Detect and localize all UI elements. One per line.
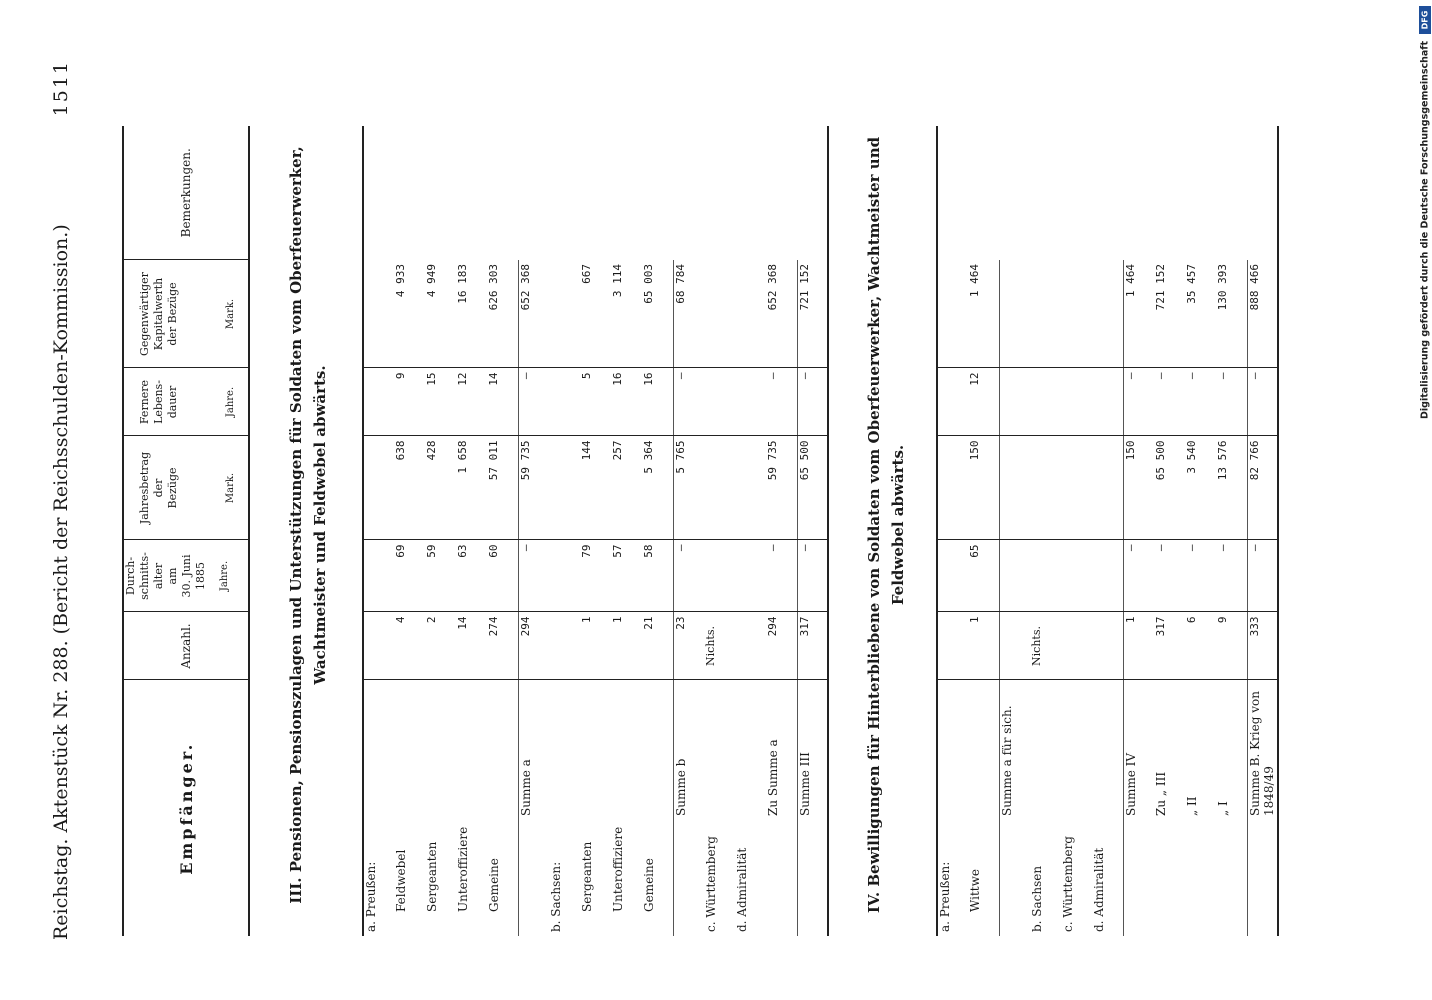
cell-kapital: 16 183	[456, 264, 469, 304]
cell-alter: —	[766, 540, 797, 612]
table-row	[363, 126, 394, 936]
table-row	[1216, 126, 1247, 936]
cell-anzahl: 1	[611, 612, 642, 680]
cell-anzahl: 274	[487, 612, 518, 680]
cell-alter: 63	[456, 540, 487, 612]
header-line: Durch-	[124, 556, 137, 596]
cell-bemerkungen	[735, 126, 766, 260]
header-unit: Jahre.	[225, 386, 236, 418]
row-label: a. Preußen:	[363, 680, 394, 936]
cell-bemerkungen	[766, 126, 797, 260]
row-label: Summe a für sich.	[999, 680, 1030, 936]
cell-alter: 69	[394, 540, 425, 612]
cell-alter: —	[1154, 540, 1185, 612]
section-4-title: IV. Bewilligungen für Hinterbliebene von Soldaten vom Oberfeuerwerker, Wachtmeister und Feldwebel abwärts.	[865, 136, 907, 914]
cell-anzahl: Nichts.	[704, 612, 735, 680]
table-row	[456, 126, 487, 936]
header-line: der Bezüge	[166, 282, 179, 346]
cell-fernere: 16	[642, 368, 673, 436]
cell-anzahl: 333	[1247, 612, 1278, 680]
cell-alter	[549, 540, 580, 612]
header-jahresbetrag	[123, 436, 249, 540]
cell-fernere: 12	[456, 368, 487, 436]
cell-fernere: —	[1123, 368, 1154, 436]
row-label: Summe a	[518, 680, 549, 936]
row-label: Unteroffiziere	[611, 680, 642, 936]
header-line: Gegenwärtiger	[138, 272, 151, 356]
cell-jahres: 638	[394, 436, 425, 540]
table-row	[735, 126, 766, 936]
cell-bemerkungen	[968, 126, 999, 260]
cell-fernere: —	[673, 368, 704, 436]
cell-anzahl	[1092, 612, 1123, 680]
cell-alter: —	[1123, 540, 1154, 612]
section-3-title: III. Pensionen, Pensionszulagen und Unterstützungen für Soldaten vom Oberfeuerwerker, Wachtmeister und Feldwebel abwärts.	[287, 146, 329, 904]
cell-fernere: 14	[487, 368, 518, 436]
cell-fernere: 16	[611, 368, 642, 436]
cell-bemerkungen	[1154, 126, 1185, 260]
table-row	[642, 126, 673, 936]
cell-bemerkungen	[1061, 126, 1092, 260]
cell-anzahl	[735, 612, 766, 680]
cell-jahres: 144	[580, 436, 611, 540]
header-fernere	[123, 368, 249, 436]
cell-alter	[1030, 540, 1061, 612]
cell-alter: —	[1247, 540, 1278, 612]
cell-alter: —	[1185, 540, 1216, 612]
cell-bemerkungen	[1247, 126, 1278, 260]
cell-alter: —	[797, 540, 828, 612]
cell-jahres	[704, 436, 735, 540]
header-kapitalwerth	[123, 260, 249, 368]
section-4-table	[936, 126, 1279, 936]
cell-alter: —	[673, 540, 704, 612]
cell-kapital	[1061, 260, 1092, 368]
cell-anzahl: 6	[1185, 612, 1216, 680]
cell-bemerkungen	[363, 126, 394, 260]
cell-kapital: 721 152	[1154, 264, 1167, 311]
cell-fernere	[1061, 368, 1092, 436]
cell-fernere	[1092, 368, 1123, 436]
cell-jahres: 82 766	[1247, 436, 1278, 540]
table-row	[1185, 126, 1216, 936]
cell-jahres: 150	[968, 436, 999, 540]
header-line: alter	[152, 562, 165, 590]
cell-kapital: 68 784	[673, 260, 704, 368]
row-label: Unteroffiziere	[456, 680, 487, 936]
header-anzahl: Anzahl.	[123, 612, 249, 680]
row-label: „ II	[1185, 680, 1216, 936]
cell-kapital: 626 303	[487, 264, 500, 311]
header-line: Jahresbetrag	[138, 451, 151, 525]
row-label: Gemeine	[642, 680, 673, 936]
cell-anzahl: Nichts.	[1030, 612, 1061, 680]
row-label: Summe III	[797, 680, 828, 936]
row-label: Summe B. Krieg von 1848/49	[1247, 680, 1278, 936]
header-unit: Jahre.	[219, 560, 230, 592]
cell-alter	[704, 540, 735, 612]
cell-alter: 60	[487, 540, 518, 612]
cell-kapital	[704, 260, 735, 368]
cell-alter: —	[1216, 540, 1247, 612]
cell-anzahl: 23	[673, 612, 704, 680]
cell-bemerkungen	[673, 126, 704, 260]
cell-fernere	[363, 368, 394, 436]
row-label: Feldwebel	[394, 680, 425, 936]
cell-fernere: —	[797, 368, 828, 436]
table-row	[1061, 126, 1092, 936]
cell-jahres	[1092, 436, 1123, 540]
table-row	[394, 126, 425, 936]
cell-jahres: 59 735	[518, 436, 549, 540]
row-label: a. Preußen:	[937, 680, 968, 936]
table-row	[766, 126, 797, 936]
table-row	[425, 126, 456, 936]
table-row	[673, 126, 704, 936]
row-label: c. Württemberg	[1061, 680, 1092, 936]
cell-bemerkungen	[611, 126, 642, 260]
header-line: schnitts-	[138, 552, 151, 600]
cell-anzahl: 4	[394, 612, 425, 680]
cell-alter: 65	[968, 540, 999, 612]
cell-kapital	[549, 260, 580, 368]
cell-kapital: 667	[580, 264, 593, 284]
table-row	[580, 126, 611, 936]
cell-kapital	[1030, 260, 1061, 368]
cell-kapital: 4 933	[394, 264, 407, 298]
cell-alter: 59	[425, 540, 456, 612]
cell-fernere: —	[1216, 368, 1247, 436]
row-label: b. Sachsen:	[549, 680, 580, 936]
cell-jahres	[937, 436, 968, 540]
dfg-logo	[1419, 6, 1431, 34]
cell-anzahl: 294	[766, 612, 797, 680]
cell-fernere: 9	[394, 368, 425, 436]
cell-bemerkungen	[1185, 126, 1216, 260]
table-row	[611, 126, 642, 936]
cell-jahres	[1061, 436, 1092, 540]
header-line: Kapitalwerth	[152, 277, 165, 351]
cell-jahres: 59 735	[766, 436, 797, 540]
cell-jahres	[735, 436, 766, 540]
cell-kapital: 888 466	[1247, 260, 1278, 368]
header-line: Fernere	[138, 379, 151, 425]
cell-alter: 58	[642, 540, 673, 612]
cell-jahres: 257	[611, 436, 642, 540]
cell-fernere	[704, 368, 735, 436]
header-line: 30. Juni	[180, 554, 193, 598]
cell-kapital: 130 393	[1216, 264, 1229, 311]
cell-kapital: 4 949	[425, 264, 438, 298]
cell-jahres: 57 011	[487, 436, 518, 540]
row-label: Summe IV	[1123, 680, 1154, 936]
cell-jahres	[363, 436, 394, 540]
cell-anzahl: 1	[580, 612, 611, 680]
cell-anzahl	[999, 612, 1030, 680]
cell-jahres	[999, 436, 1030, 540]
cell-bemerkungen	[642, 126, 673, 260]
header-line: am	[166, 567, 179, 585]
cell-fernere	[549, 368, 580, 436]
cell-anzahl: 21	[642, 612, 673, 680]
cell-anzahl: 317	[797, 612, 828, 680]
table-row	[999, 126, 1030, 936]
cell-bemerkungen	[518, 126, 549, 260]
cell-fernere: 5	[580, 368, 611, 436]
row-label: Sergeanten	[580, 680, 611, 936]
cell-anzahl	[363, 612, 394, 680]
cell-alter: 79	[580, 540, 611, 612]
cell-kapital	[937, 260, 968, 368]
table-row	[968, 126, 999, 936]
row-label: Wittwe	[968, 680, 999, 936]
cell-anzahl	[549, 612, 580, 680]
table-row	[487, 126, 518, 936]
row-label: Sergeanten	[425, 680, 456, 936]
table-row	[704, 126, 735, 936]
cell-jahres: 5 364	[642, 436, 673, 540]
cell-kapital: 1 464	[1123, 260, 1154, 368]
cell-fernere: —	[1154, 368, 1185, 436]
cell-jahres: 150	[1123, 436, 1154, 540]
cell-kapital	[363, 260, 394, 368]
dfg-logo-text: DFG	[1420, 10, 1430, 30]
cell-anzahl: 9	[1216, 612, 1247, 680]
cell-jahres: 65 500	[1154, 436, 1185, 540]
cell-alter	[363, 540, 394, 612]
cell-anzahl	[1061, 612, 1092, 680]
table-row	[1030, 126, 1061, 936]
table-row	[518, 126, 549, 936]
cell-kapital: 721 152	[797, 260, 828, 368]
cell-jahres	[1030, 436, 1061, 540]
row-label: Zu „ III	[1154, 680, 1185, 936]
table-row	[1123, 126, 1154, 936]
cell-bemerkungen	[1030, 126, 1061, 260]
table-row	[937, 126, 968, 936]
cell-jahres: 428	[425, 436, 456, 540]
cell-anzahl: 1	[968, 612, 999, 680]
running-head	[42, 60, 82, 940]
cell-kapital: 3 114	[611, 264, 624, 298]
header-durchschnittsalter	[123, 540, 249, 612]
cell-jahres: 13 576	[1216, 436, 1247, 540]
cell-alter	[937, 540, 968, 612]
cell-bemerkungen	[1216, 126, 1247, 260]
cell-kapital: 652 368	[518, 260, 549, 368]
cell-fernere: —	[1247, 368, 1278, 436]
row-label: c. Württemberg	[704, 680, 735, 936]
cell-alter	[735, 540, 766, 612]
header-line: 1885	[194, 562, 207, 590]
cell-kapital: 35 457	[1185, 264, 1198, 304]
row-label: d. Admiralität	[735, 680, 766, 936]
cell-bemerkungen	[704, 126, 735, 260]
row-label: „ I	[1216, 680, 1247, 936]
row-label: Gemeine	[487, 680, 518, 936]
cell-bemerkungen	[797, 126, 828, 260]
cell-kapital: 652 368	[766, 264, 779, 311]
row-label: d. Admiralität	[1092, 680, 1123, 936]
header-unit: Mark.	[225, 472, 236, 504]
row-label: Zu Summe a	[766, 680, 797, 936]
header-bemerkungen: Bemerkungen.	[179, 148, 193, 238]
cell-anzahl: 2	[425, 612, 456, 680]
cell-bemerkungen	[456, 126, 487, 260]
cell-anzahl	[937, 612, 968, 680]
cell-fernere: —	[518, 368, 549, 436]
column-header	[122, 126, 250, 936]
cell-alter	[999, 540, 1030, 612]
cell-anzahl: 14	[456, 612, 487, 680]
header-line: der	[152, 478, 165, 498]
cell-bemerkungen	[425, 126, 456, 260]
cell-fernere	[735, 368, 766, 436]
cell-jahres: 65 500	[797, 436, 828, 540]
cell-bemerkungen	[487, 126, 518, 260]
cell-bemerkungen	[937, 126, 968, 260]
cell-alter	[1092, 540, 1123, 612]
cell-bemerkungen	[394, 126, 425, 260]
cell-bemerkungen	[1092, 126, 1123, 260]
cell-fernere	[1030, 368, 1061, 436]
header-empfaenger: Empfänger.	[123, 680, 249, 936]
cell-fernere: —	[1185, 368, 1216, 436]
cell-anzahl: 294	[518, 612, 549, 680]
cell-fernere: —	[766, 368, 797, 436]
header-line: Bezüge	[166, 467, 179, 509]
table-row	[1154, 126, 1185, 936]
section-3-table	[362, 126, 829, 936]
cell-kapital: 1 464	[968, 264, 981, 298]
cell-bemerkungen	[549, 126, 580, 260]
cell-kapital: 65 003	[642, 264, 655, 304]
header-unit: Mark.	[225, 298, 236, 330]
cell-bemerkungen	[1123, 126, 1154, 260]
header-line: dauer	[166, 385, 179, 419]
cell-fernere: 12	[968, 368, 999, 436]
cell-jahres: 3 540	[1185, 436, 1216, 540]
cell-fernere: 15	[425, 368, 456, 436]
cell-alter: 57	[611, 540, 642, 612]
cell-jahres	[549, 436, 580, 540]
cell-jahres: 5 765	[673, 436, 704, 540]
table-row	[549, 126, 580, 936]
cell-bemerkungen	[580, 126, 611, 260]
dfg-sidebar	[1418, 0, 1432, 1000]
dfg-credit-text: Digitalisierung gefördert durch die Deutsche Forschungsgemeinschaft	[1419, 41, 1431, 419]
cell-bemerkungen	[999, 126, 1030, 260]
row-label: Summe b	[673, 680, 704, 936]
cell-fernere	[937, 368, 968, 436]
table-row	[797, 126, 828, 936]
cell-alter: —	[518, 540, 549, 612]
page-number: 1511	[50, 60, 72, 117]
cell-kapital	[735, 260, 766, 368]
cell-kapital	[999, 260, 1030, 368]
cell-anzahl: 317	[1154, 612, 1185, 680]
header-line: Lebens-	[152, 380, 165, 424]
row-label: b. Sachsen	[1030, 680, 1061, 936]
table-row	[1092, 126, 1123, 936]
cell-jahres: 1 658	[456, 436, 487, 540]
cell-anzahl: 1	[1123, 612, 1154, 680]
cell-alter	[1061, 540, 1092, 612]
cell-fernere	[999, 368, 1030, 436]
table-row	[1247, 126, 1278, 936]
running-head-title: Reichstag. Aktenstück Nr. 288. (Bericht der Reichsschulden-Kommission.)	[50, 224, 72, 940]
cell-kapital	[1092, 260, 1123, 368]
